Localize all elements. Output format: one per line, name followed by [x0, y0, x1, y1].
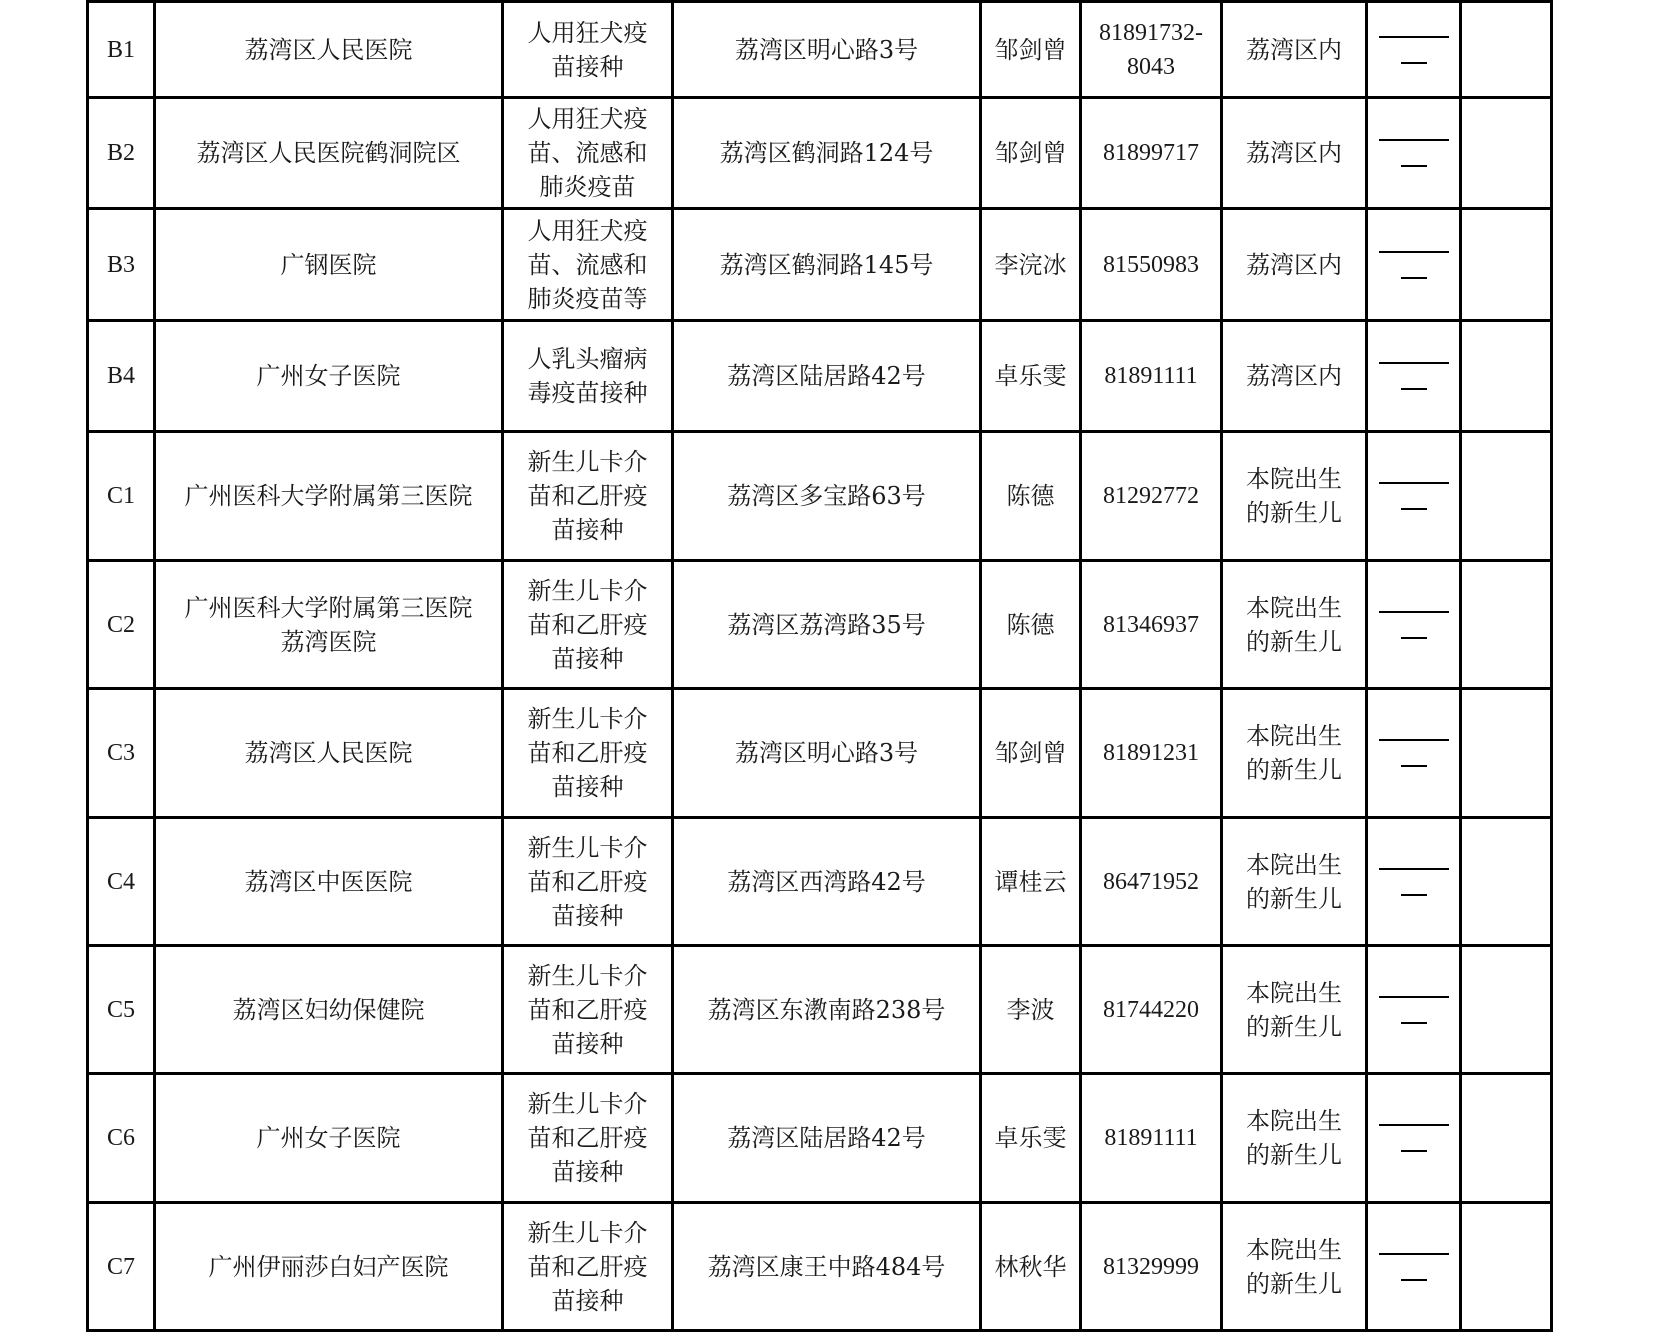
- site-address: 荔湾区明心路3号: [673, 689, 981, 818]
- dash-line: [1401, 1022, 1427, 1024]
- dash-line: [1379, 611, 1449, 613]
- dash-line: [1401, 1150, 1427, 1152]
- dash-line: [1401, 388, 1427, 390]
- table-row: [88, 1203, 1552, 1331]
- blank-cell: [1461, 1074, 1552, 1203]
- site-address: 荔湾区鹤洞路124号: [673, 98, 981, 209]
- contact-person: 谭桂云: [981, 818, 1081, 946]
- blank-cell: [1461, 689, 1552, 818]
- table-row: [88, 561, 1552, 689]
- site-name: 荔湾区人民医院鹤洞院区: [155, 98, 503, 209]
- dash-cell: [1367, 98, 1461, 209]
- blank-cell: [1461, 818, 1552, 946]
- site-code: B2: [88, 98, 155, 209]
- dash-line: [1379, 362, 1449, 364]
- service-scope: 本院出生 的新生儿: [1222, 1203, 1367, 1331]
- service-type: 新生儿卡介 苗和乙肝疫 苗接种: [503, 561, 673, 689]
- dash-line: [1401, 277, 1427, 279]
- service-type: 新生儿卡介 苗和乙肝疫 苗接种: [503, 946, 673, 1074]
- service-type: 新生儿卡介 苗和乙肝疫 苗接种: [503, 818, 673, 946]
- dash-cell: [1367, 818, 1461, 946]
- table-row: [88, 1074, 1552, 1203]
- service-scope: 本院出生 的新生儿: [1222, 561, 1367, 689]
- dash-line: [1401, 165, 1427, 167]
- dash-mark: [1372, 996, 1455, 1024]
- table-row: [88, 689, 1552, 818]
- dash-mark: [1372, 139, 1455, 167]
- dash-mark: [1372, 1253, 1455, 1281]
- dash-cell: [1367, 1203, 1461, 1331]
- dash-line: [1379, 1124, 1449, 1126]
- service-type: 新生儿卡介 苗和乙肝疫 苗接种: [503, 432, 673, 561]
- dash-cell: [1367, 946, 1461, 1074]
- blank-cell: [1461, 2, 1552, 98]
- service-scope: 本院出生 的新生儿: [1222, 689, 1367, 818]
- dash-line: [1401, 894, 1427, 896]
- service-scope: 荔湾区内: [1222, 2, 1367, 98]
- dash-cell: [1367, 321, 1461, 432]
- blank-cell: [1461, 561, 1552, 689]
- site-name: 广州医科大学附属第三医院: [155, 432, 503, 561]
- contact-person: 李浣冰: [981, 209, 1081, 321]
- dash-line: [1379, 251, 1449, 253]
- blank-cell: [1461, 1203, 1552, 1331]
- phone-number: 81891732- 8043: [1081, 2, 1222, 98]
- site-code: C7: [88, 1203, 155, 1331]
- site-code: B3: [88, 209, 155, 321]
- phone-number: 81346937: [1081, 561, 1222, 689]
- phone-number: 81899717: [1081, 98, 1222, 209]
- dash-line: [1401, 637, 1427, 639]
- phone-number: 81329999: [1081, 1203, 1222, 1331]
- dash-cell: [1367, 2, 1461, 98]
- dash-mark: [1372, 36, 1455, 64]
- blank-cell: [1461, 946, 1552, 1074]
- service-scope: 荔湾区内: [1222, 98, 1367, 209]
- service-type: 新生儿卡介 苗和乙肝疫 苗接种: [503, 1074, 673, 1203]
- site-name: 广州医科大学附属第三医院 荔湾医院: [155, 561, 503, 689]
- blank-cell: [1461, 98, 1552, 209]
- blank-cell: [1461, 321, 1552, 432]
- site-code: B4: [88, 321, 155, 432]
- service-scope: 本院出生 的新生儿: [1222, 1074, 1367, 1203]
- site-code: C6: [88, 1074, 155, 1203]
- contact-person: 卓乐雯: [981, 1074, 1081, 1203]
- dash-cell: [1367, 1074, 1461, 1203]
- service-scope: 本院出生 的新生儿: [1222, 432, 1367, 561]
- site-address: 荔湾区康王中路484号: [673, 1203, 981, 1331]
- service-type: 人用狂犬疫 苗接种: [503, 2, 673, 98]
- table-row: [88, 432, 1552, 561]
- table-row: [88, 209, 1552, 321]
- dash-mark: [1372, 739, 1455, 767]
- site-name: 荔湾区人民医院: [155, 2, 503, 98]
- table-row: [88, 98, 1552, 209]
- dash-cell: [1367, 209, 1461, 321]
- contact-person: 邹剑曾: [981, 98, 1081, 209]
- contact-person: 陈德: [981, 432, 1081, 561]
- dash-line: [1379, 739, 1449, 741]
- phone-number: 81550983: [1081, 209, 1222, 321]
- site-address: 荔湾区西湾路42号: [673, 818, 981, 946]
- site-address: 荔湾区陆居路42号: [673, 321, 981, 432]
- dash-cell: [1367, 689, 1461, 818]
- site-name: 广州伊丽莎白妇产医院: [155, 1203, 503, 1331]
- dash-cell: [1367, 561, 1461, 689]
- table-row: [88, 946, 1552, 1074]
- phone-number: 81891111: [1081, 321, 1222, 432]
- site-code: C4: [88, 818, 155, 946]
- blank-cell: [1461, 432, 1552, 561]
- contact-person: 卓乐雯: [981, 321, 1081, 432]
- dash-line: [1401, 765, 1427, 767]
- site-code: C3: [88, 689, 155, 818]
- site-code: C5: [88, 946, 155, 1074]
- service-type: 人用狂犬疫 苗、流感和 肺炎疫苗等: [503, 209, 673, 321]
- service-type: 人乳头瘤病 毒疫苗接种: [503, 321, 673, 432]
- site-name: 荔湾区人民医院: [155, 689, 503, 818]
- site-address: 荔湾区鹤洞路145号: [673, 209, 981, 321]
- contact-person: 陈德: [981, 561, 1081, 689]
- service-type: 新生儿卡介 苗和乙肝疫 苗接种: [503, 689, 673, 818]
- site-address: 荔湾区多宝路63号: [673, 432, 981, 561]
- service-scope: 荔湾区内: [1222, 321, 1367, 432]
- contact-person: 邹剑曾: [981, 2, 1081, 98]
- dash-line: [1379, 36, 1449, 38]
- dash-line: [1401, 508, 1427, 510]
- contact-person: 李波: [981, 946, 1081, 1074]
- contact-person: 林秋华: [981, 1203, 1081, 1331]
- site-name: 荔湾区中医医院: [155, 818, 503, 946]
- site-address: 荔湾区陆居路42号: [673, 1074, 981, 1203]
- phone-number: 81891231: [1081, 689, 1222, 818]
- blank-cell: [1461, 209, 1552, 321]
- site-code: C2: [88, 561, 155, 689]
- dash-line: [1379, 482, 1449, 484]
- site-address: 荔湾区明心路3号: [673, 2, 981, 98]
- phone-number: 81891111: [1081, 1074, 1222, 1203]
- table-row: [88, 818, 1552, 946]
- site-code: C1: [88, 432, 155, 561]
- contact-person: 邹剑曾: [981, 689, 1081, 818]
- site-name: 广钢医院: [155, 209, 503, 321]
- dash-mark: [1372, 1124, 1455, 1152]
- dash-mark: [1372, 482, 1455, 510]
- dash-line: [1379, 868, 1449, 870]
- dash-line: [1401, 62, 1427, 64]
- service-scope: 荔湾区内: [1222, 209, 1367, 321]
- table-body: [88, 2, 1552, 1331]
- dash-mark: [1372, 868, 1455, 896]
- phone-number: 86471952: [1081, 818, 1222, 946]
- dash-line: [1379, 996, 1449, 998]
- dash-line: [1401, 1279, 1427, 1281]
- phone-number: 81292772: [1081, 432, 1222, 561]
- dash-cell: [1367, 432, 1461, 561]
- dash-mark: [1372, 251, 1455, 279]
- site-address: 荔湾区东漖南路238号: [673, 946, 981, 1074]
- table-row: [88, 321, 1552, 432]
- site-code: B1: [88, 2, 155, 98]
- service-scope: 本院出生 的新生儿: [1222, 818, 1367, 946]
- service-type: 新生儿卡介 苗和乙肝疫 苗接种: [503, 1203, 673, 1331]
- service-scope: 本院出生 的新生儿: [1222, 946, 1367, 1074]
- site-name: 广州女子医院: [155, 1074, 503, 1203]
- dash-line: [1379, 139, 1449, 141]
- site-address: 荔湾区荔湾路35号: [673, 561, 981, 689]
- vaccination-sites-table: [86, 0, 1553, 1332]
- site-name: 广州女子医院: [155, 321, 503, 432]
- phone-number: 81744220: [1081, 946, 1222, 1074]
- dash-mark: [1372, 362, 1455, 390]
- dash-line: [1379, 1253, 1449, 1255]
- site-name: 荔湾区妇幼保健院: [155, 946, 503, 1074]
- service-type: 人用狂犬疫 苗、流感和 肺炎疫苗: [503, 98, 673, 209]
- dash-mark: [1372, 611, 1455, 639]
- table-row: [88, 2, 1552, 98]
